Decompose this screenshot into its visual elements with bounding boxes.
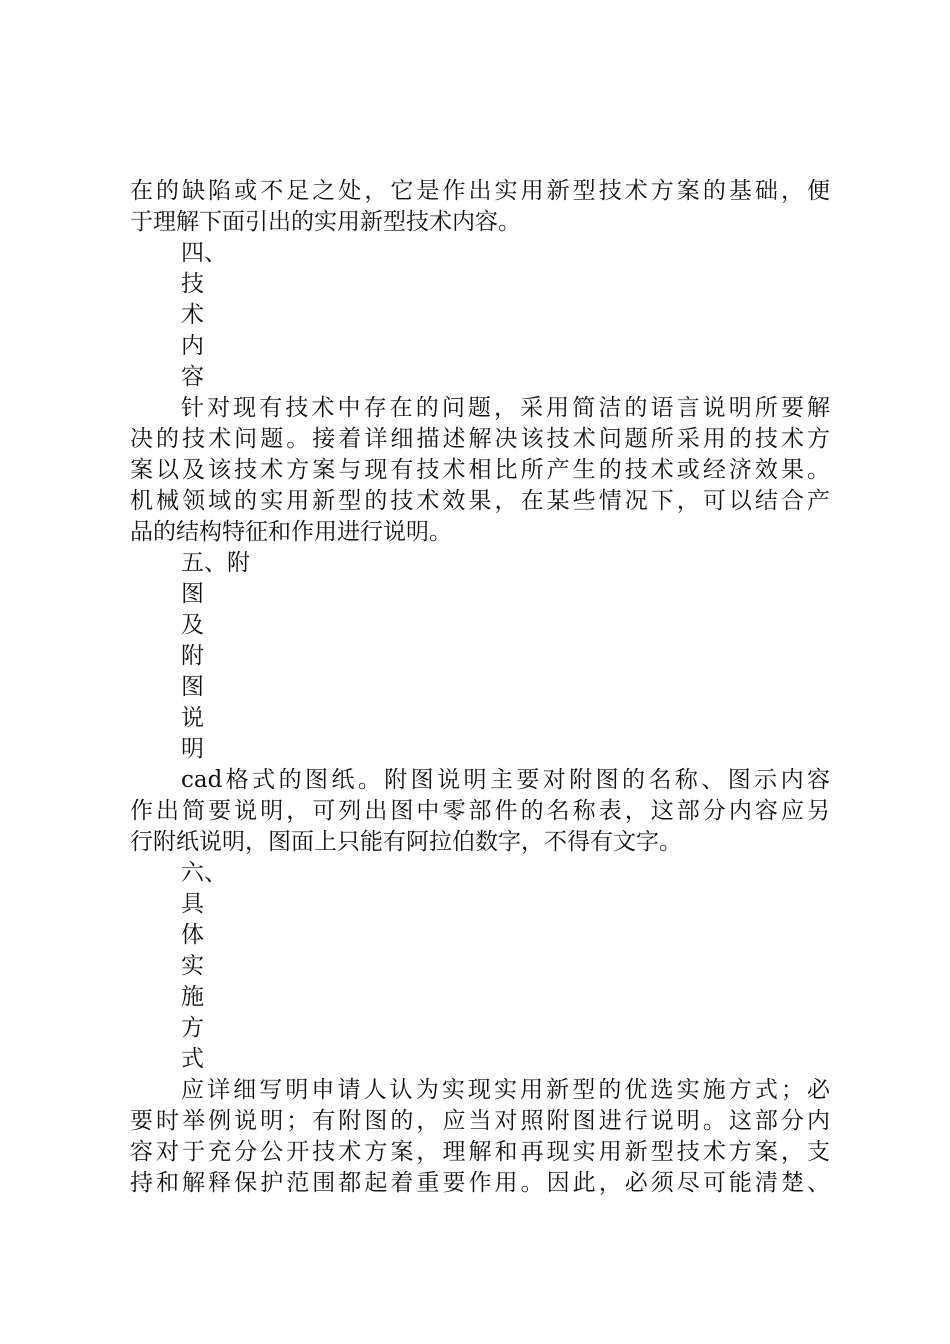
section-six-heading-char: 施 xyxy=(181,984,204,1010)
section-six-body-line: 应详细写明申请人认为实现实用新型的优选实施方式；必 xyxy=(181,1077,830,1103)
section-four-body-line: 案以及该技术方案与现有技术相比所产生的技术或经济效果。 xyxy=(130,457,830,483)
section-four-heading-char: 技 xyxy=(181,271,204,297)
section-four-body-line: 决的技术问题。接着详细描述解决该技术问题所采用的技术方 xyxy=(130,426,830,452)
section-six-heading-char: 方 xyxy=(181,1015,204,1041)
section-five-heading-char: 五、附 xyxy=(181,550,250,576)
section-six-heading-char: 式 xyxy=(181,1046,204,1072)
section-five-heading-char: 附 xyxy=(181,643,204,669)
intro-line-1: 在的缺陷或不足之处，它是作出实用新型技术方案的基础，便 xyxy=(130,178,830,204)
section-four-heading-char: 术 xyxy=(181,302,204,328)
section-five-body-line: 作出简要说明，可列出图中零部件的名称表，这部分内容应另 xyxy=(130,798,830,824)
intro-line-2: 于理解下面引出的实用新型技术内容。 xyxy=(130,209,521,235)
section-six-body-line: 持和解释保护范围都起着重要作用。因此，必须尽可能清楚、 xyxy=(130,1170,830,1196)
section-four-heading-char: 容 xyxy=(181,364,204,390)
section-five-heading-char: 图 xyxy=(181,581,204,607)
section-six-body-line: 要时举例说明；有附图的，应当对照附图进行说明。这部分内 xyxy=(130,1108,830,1134)
text-column xyxy=(130,176,830,1199)
section-six-heading-char: 实 xyxy=(181,953,204,979)
section-five-heading-char: 及 xyxy=(181,612,204,638)
section-six-heading-char: 体 xyxy=(181,922,204,948)
section-five-heading-char: 说 xyxy=(181,705,204,731)
section-six-heading-char: 六、 xyxy=(181,860,227,886)
section-four-heading-char: 四、 xyxy=(181,240,227,266)
section-four-heading-char: 内 xyxy=(181,333,204,359)
section-six-heading-char: 具 xyxy=(181,891,204,917)
section-four-body-line: 针对现有技术中存在的问题，采用简洁的语言说明所要解 xyxy=(181,395,830,421)
section-four-body-line: 机械领域的实用新型的技术效果，在某些情况下，可以结合产 xyxy=(130,488,830,514)
section-four-body-line: 品的结构特征和作用进行说明。 xyxy=(130,519,452,545)
section-five-heading-char: 明 xyxy=(181,736,204,762)
section-five-heading-char: 图 xyxy=(181,674,204,700)
section-five-body-line: cad格式的图纸。附图说明主要对附图的名称、图示内容 xyxy=(181,767,830,793)
section-six-body-line: 容对于充分公开技术方案，理解和再现实用新型技术方案，支 xyxy=(130,1139,830,1165)
section-five-body-line: 行附纸说明，图面上只能有阿拉伯数字，不得有文字。 xyxy=(130,829,682,855)
